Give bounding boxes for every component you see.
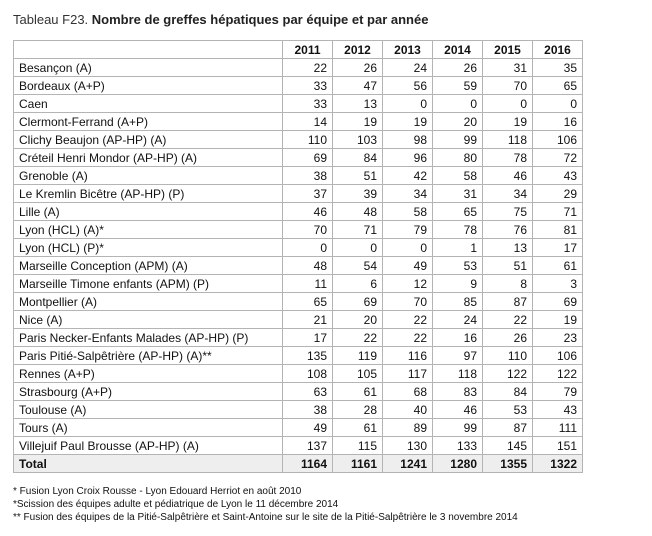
value-cell: 78	[483, 149, 533, 167]
value-cell: 56	[383, 77, 433, 95]
value-cell: 42	[383, 167, 433, 185]
value-cell: 69	[283, 149, 333, 167]
total-cell: 1322	[533, 455, 583, 473]
table-row	[14, 167, 583, 185]
value-cell: 53	[433, 257, 483, 275]
value-cell: 39	[333, 185, 383, 203]
value-cell: 0	[483, 95, 533, 113]
value-cell: 69	[533, 293, 583, 311]
value-cell: 24	[383, 59, 433, 77]
value-cell: 49	[383, 257, 433, 275]
value-cell: 75	[483, 203, 533, 221]
value-cell: 59	[433, 77, 483, 95]
value-cell: 85	[433, 293, 483, 311]
value-cell: 29	[533, 185, 583, 203]
value-cell: 79	[533, 383, 583, 401]
footnote: * Fusion Lyon Croix Rousse - Lyon Edouard Herriot en août 2010	[13, 486, 302, 497]
value-cell: 97	[433, 347, 483, 365]
team-name: Besançon (A)	[14, 59, 283, 77]
value-cell: 16	[533, 113, 583, 131]
footnote: *Scission des équipes adulte et pédiatrique de Lyon le 11 décembre 2014	[13, 499, 339, 510]
value-cell: 22	[383, 329, 433, 347]
value-cell: 108	[283, 365, 333, 383]
value-cell: 11	[283, 275, 333, 293]
value-cell: 70	[483, 77, 533, 95]
table-row	[14, 311, 583, 329]
table-row	[14, 329, 583, 347]
table-row	[14, 113, 583, 131]
value-cell: 80	[433, 149, 483, 167]
value-cell: 61	[333, 383, 383, 401]
total-cell: 1161	[333, 455, 383, 473]
team-name: Lyon (HCL) (P)*	[14, 239, 283, 257]
value-cell: 122	[533, 365, 583, 383]
value-cell: 8	[483, 275, 533, 293]
team-name: Bordeaux (A+P)	[14, 77, 283, 95]
value-cell: 110	[283, 131, 333, 149]
table-row	[14, 239, 583, 257]
value-cell: 1	[433, 239, 483, 257]
table-row	[14, 383, 583, 401]
value-cell: 35	[533, 59, 583, 77]
table-row	[14, 131, 583, 149]
value-cell: 69	[333, 293, 383, 311]
table-row	[14, 77, 583, 95]
value-cell: 106	[533, 347, 583, 365]
value-cell: 96	[383, 149, 433, 167]
total-cell: 1164	[283, 455, 333, 473]
value-cell: 83	[433, 383, 483, 401]
value-cell: 61	[533, 257, 583, 275]
team-name: Marseille Timone enfants (APM) (P)	[14, 275, 283, 293]
footnote: ** Fusion des équipes de la Pitié-Salpêtrière et Saint-Antoine sur le site de la Pitié-Salpêtrière le 3 novembre 2014	[13, 512, 518, 523]
value-cell: 0	[383, 95, 433, 113]
year-header: 2016	[533, 41, 583, 59]
value-cell: 71	[333, 221, 383, 239]
team-name: Toulouse (A)	[14, 401, 283, 419]
value-cell: 26	[433, 59, 483, 77]
value-cell: 26	[483, 329, 533, 347]
value-cell: 47	[333, 77, 383, 95]
value-cell: 84	[333, 149, 383, 167]
table-row	[14, 293, 583, 311]
value-cell: 38	[283, 167, 333, 185]
value-cell: 61	[333, 419, 383, 437]
team-name: Rennes (A+P)	[14, 365, 283, 383]
value-cell: 31	[433, 185, 483, 203]
value-cell: 40	[383, 401, 433, 419]
footnotes	[13, 485, 518, 524]
table-row	[14, 419, 583, 437]
value-cell: 14	[283, 113, 333, 131]
team-name: Clichy Beaujon (AP-HP) (A)	[14, 131, 283, 149]
value-cell: 63	[283, 383, 333, 401]
value-cell: 43	[533, 401, 583, 419]
value-cell: 84	[483, 383, 533, 401]
value-cell: 135	[283, 347, 333, 365]
value-cell: 19	[533, 311, 583, 329]
value-cell: 3	[533, 275, 583, 293]
value-cell: 65	[533, 77, 583, 95]
value-cell: 0	[333, 239, 383, 257]
value-cell: 51	[483, 257, 533, 275]
value-cell: 98	[383, 131, 433, 149]
value-cell: 99	[433, 419, 483, 437]
team-name: Paris Pitié-Salpêtrière (AP-HP) (A)**	[14, 347, 283, 365]
table-row	[14, 149, 583, 167]
value-cell: 58	[433, 167, 483, 185]
value-cell: 130	[383, 437, 433, 455]
team-name: Créteil Henri Mondor (AP-HP) (A)	[14, 149, 283, 167]
value-cell: 110	[483, 347, 533, 365]
value-cell: 33	[283, 77, 333, 95]
value-cell: 16	[433, 329, 483, 347]
team-name: Clermont-Ferrand (A+P)	[14, 113, 283, 131]
value-cell: 34	[483, 185, 533, 203]
table-row	[14, 347, 583, 365]
value-cell: 81	[533, 221, 583, 239]
value-cell: 137	[283, 437, 333, 455]
value-cell: 6	[333, 275, 383, 293]
value-cell: 0	[283, 239, 333, 257]
value-cell: 34	[383, 185, 433, 203]
total-cell: 1280	[433, 455, 483, 473]
value-cell: 13	[333, 95, 383, 113]
value-cell: 65	[433, 203, 483, 221]
value-cell: 118	[433, 365, 483, 383]
value-cell: 53	[483, 401, 533, 419]
team-name: Montpellier (A)	[14, 293, 283, 311]
table-row	[14, 257, 583, 275]
value-cell: 48	[283, 257, 333, 275]
team-name: Le Kremlin Bicêtre (AP-HP) (P)	[14, 185, 283, 203]
value-cell: 23	[533, 329, 583, 347]
value-cell: 37	[283, 185, 333, 203]
value-cell: 46	[283, 203, 333, 221]
value-cell: 13	[483, 239, 533, 257]
value-cell: 20	[333, 311, 383, 329]
value-cell: 65	[283, 293, 333, 311]
team-name: Lille (A)	[14, 203, 283, 221]
year-header: 2013	[383, 41, 433, 59]
table-row	[14, 437, 583, 455]
value-cell: 19	[383, 113, 433, 131]
total-cell: 1355	[483, 455, 533, 473]
header-row	[14, 41, 583, 59]
value-cell: 0	[383, 239, 433, 257]
value-cell: 0	[533, 95, 583, 113]
table-caption: Nombre de greffes hépatiques par équipe et par année	[91, 12, 429, 27]
table-title	[13, 12, 428, 27]
team-name: Villejuif Paul Brousse (AP-HP) (A)	[14, 437, 283, 455]
header-corner	[14, 41, 283, 59]
value-cell: 72	[533, 149, 583, 167]
value-cell: 12	[383, 275, 433, 293]
team-name: Marseille Conception (APM) (A)	[14, 257, 283, 275]
value-cell: 38	[283, 401, 333, 419]
value-cell: 46	[483, 167, 533, 185]
value-cell: 103	[333, 131, 383, 149]
table-row	[14, 275, 583, 293]
value-cell: 87	[483, 293, 533, 311]
value-cell: 133	[433, 437, 483, 455]
team-name: Nice (A)	[14, 311, 283, 329]
table-row	[14, 221, 583, 239]
value-cell: 17	[533, 239, 583, 257]
value-cell: 87	[483, 419, 533, 437]
table-row	[14, 59, 583, 77]
table-row	[14, 365, 583, 383]
value-cell: 145	[483, 437, 533, 455]
total-label: Total	[14, 455, 283, 473]
value-cell: 33	[283, 95, 333, 113]
value-cell: 106	[533, 131, 583, 149]
value-cell: 21	[283, 311, 333, 329]
table-number: Tableau F23.	[13, 12, 89, 27]
value-cell: 49	[283, 419, 333, 437]
value-cell: 31	[483, 59, 533, 77]
value-cell: 26	[333, 59, 383, 77]
value-cell: 48	[333, 203, 383, 221]
value-cell: 17	[283, 329, 333, 347]
team-name: Strasbourg (A+P)	[14, 383, 283, 401]
value-cell: 70	[283, 221, 333, 239]
value-cell: 117	[383, 365, 433, 383]
value-cell: 0	[433, 95, 483, 113]
value-cell: 19	[333, 113, 383, 131]
value-cell: 68	[383, 383, 433, 401]
team-name: Lyon (HCL) (A)*	[14, 221, 283, 239]
year-header: 2014	[433, 41, 483, 59]
value-cell: 79	[383, 221, 433, 239]
value-cell: 71	[533, 203, 583, 221]
value-cell: 19	[483, 113, 533, 131]
value-cell: 76	[483, 221, 533, 239]
value-cell: 99	[433, 131, 483, 149]
value-cell: 118	[483, 131, 533, 149]
value-cell: 9	[433, 275, 483, 293]
value-cell: 22	[383, 311, 433, 329]
table-row	[14, 203, 583, 221]
value-cell: 115	[333, 437, 383, 455]
value-cell: 24	[433, 311, 483, 329]
year-header: 2012	[333, 41, 383, 59]
team-name: Caen	[14, 95, 283, 113]
value-cell: 28	[333, 401, 383, 419]
value-cell: 116	[383, 347, 433, 365]
value-cell: 51	[333, 167, 383, 185]
value-cell: 22	[483, 311, 533, 329]
liver-transplant-table	[13, 40, 583, 473]
value-cell: 58	[383, 203, 433, 221]
value-cell: 43	[533, 167, 583, 185]
value-cell: 54	[333, 257, 383, 275]
value-cell: 89	[383, 419, 433, 437]
value-cell: 122	[483, 365, 533, 383]
year-header: 2011	[283, 41, 333, 59]
year-header: 2015	[483, 41, 533, 59]
team-name: Paris Necker-Enfants Malades (AP-HP) (P)	[14, 329, 283, 347]
table-row	[14, 401, 583, 419]
value-cell: 119	[333, 347, 383, 365]
value-cell: 22	[283, 59, 333, 77]
table-row	[14, 185, 583, 203]
value-cell: 70	[383, 293, 433, 311]
value-cell: 105	[333, 365, 383, 383]
value-cell: 20	[433, 113, 483, 131]
team-name: Tours (A)	[14, 419, 283, 437]
team-name: Grenoble (A)	[14, 167, 283, 185]
value-cell: 78	[433, 221, 483, 239]
total-cell: 1241	[383, 455, 433, 473]
value-cell: 111	[533, 419, 583, 437]
table-row	[14, 95, 583, 113]
value-cell: 151	[533, 437, 583, 455]
value-cell: 46	[433, 401, 483, 419]
total-row	[14, 455, 583, 473]
value-cell: 22	[333, 329, 383, 347]
